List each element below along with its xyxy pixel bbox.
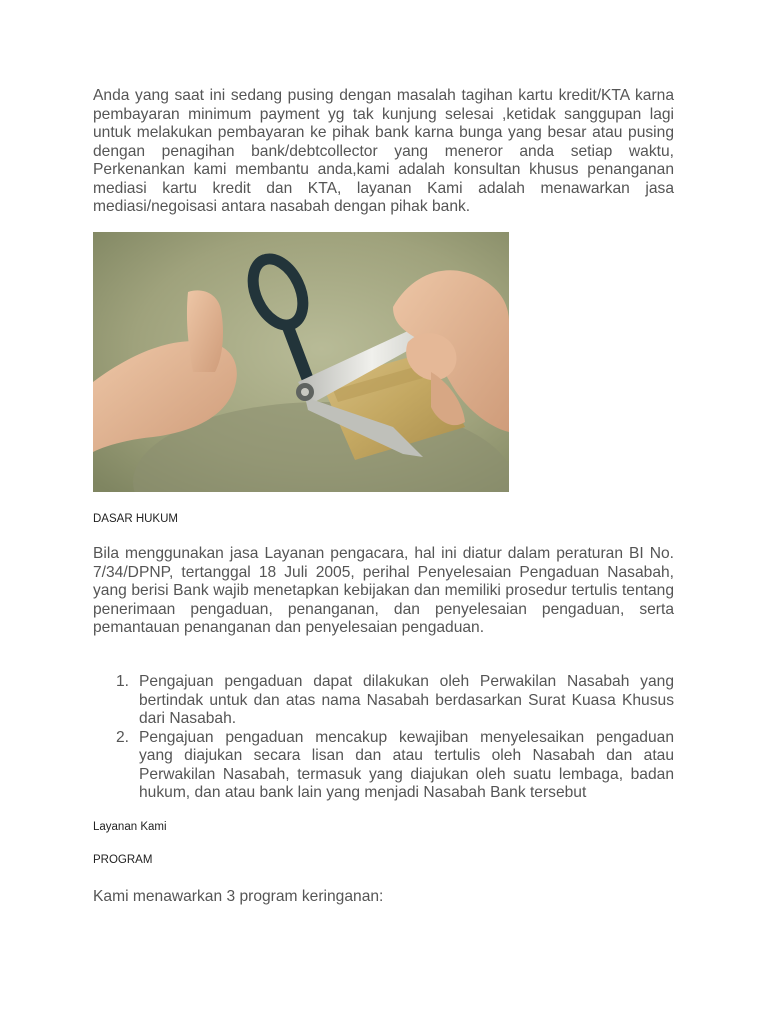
layanan-kami-heading: Layanan Kami bbox=[93, 821, 167, 833]
dasar-hukum-heading: DASAR HUKUM bbox=[93, 513, 178, 525]
program-heading: PROGRAM bbox=[93, 854, 153, 866]
list-item bbox=[93, 673, 674, 729]
dasar-hukum-list bbox=[93, 673, 674, 803]
list-item-number: 2. bbox=[116, 728, 130, 746]
scissors-cutting-credit-card-photo bbox=[93, 232, 509, 492]
dasar-hukum-paragraph: Bila menggunakan jasa Layanan pengacara, hal ini diatur dalam peraturan BI No. 7/34/DPNP, tertanggal 18 Juli 2005, perihal Penyelesaian Pengaduan Nasabah, yang berisi Bank wajib menetapkan kebijakan dan memiliki prosedur tertulis tentang penerimaan pengaduan, penanganan, dan penyelesaian pengaduan, serta pemantauan penanganan dan penyelesaian pengaduan. bbox=[93, 545, 674, 636]
list-item-number: 1. bbox=[116, 673, 130, 690]
intro-paragraph: Anda yang saat ini sedang pusing dengan masalah tagihan kartu kredit/KTA karna pembayaran minimum payment yg tak kunjung selesai ,ketidak sanggupan lagi untuk melakukan pembayaran ke pihak bank karna bunga yang besar atau pusing dengan penagihan bank/debtcollector yang meneror anda setiap waktu, Perkenankan kami membantu anda,kami adalah konsultan khusus penanganan mediasi kartu kredit dan KTA, layanan Kami adalah menawarkan jasa mediasi/negoisasi antara nasabah dengan pihak bank. bbox=[93, 87, 674, 215]
list-item bbox=[93, 729, 674, 803]
list-item-text: Pengajuan pengaduan mencakup kewajiban menyelesaikan pengaduan yang diajukan secara lisan dan atau tertulis oleh Nasabah dan atau Perwakilan Nasabah, termasuk yang diajukan oleh suatu lembaga, badan hukum, dan atau bank lain yang menjadi Nasabah Bank tersebut bbox=[139, 728, 674, 801]
list-item-text: Pengajuan pengaduan dapat dilakukan oleh Perwakilan Nasabah yang bertindak untuk dan atas nama Nasabah berdasarkan Surat Kuasa Khusus dari Nasabah. bbox=[139, 673, 674, 727]
program-paragraph: Kami menawarkan 3 program keringanan: bbox=[93, 888, 384, 905]
